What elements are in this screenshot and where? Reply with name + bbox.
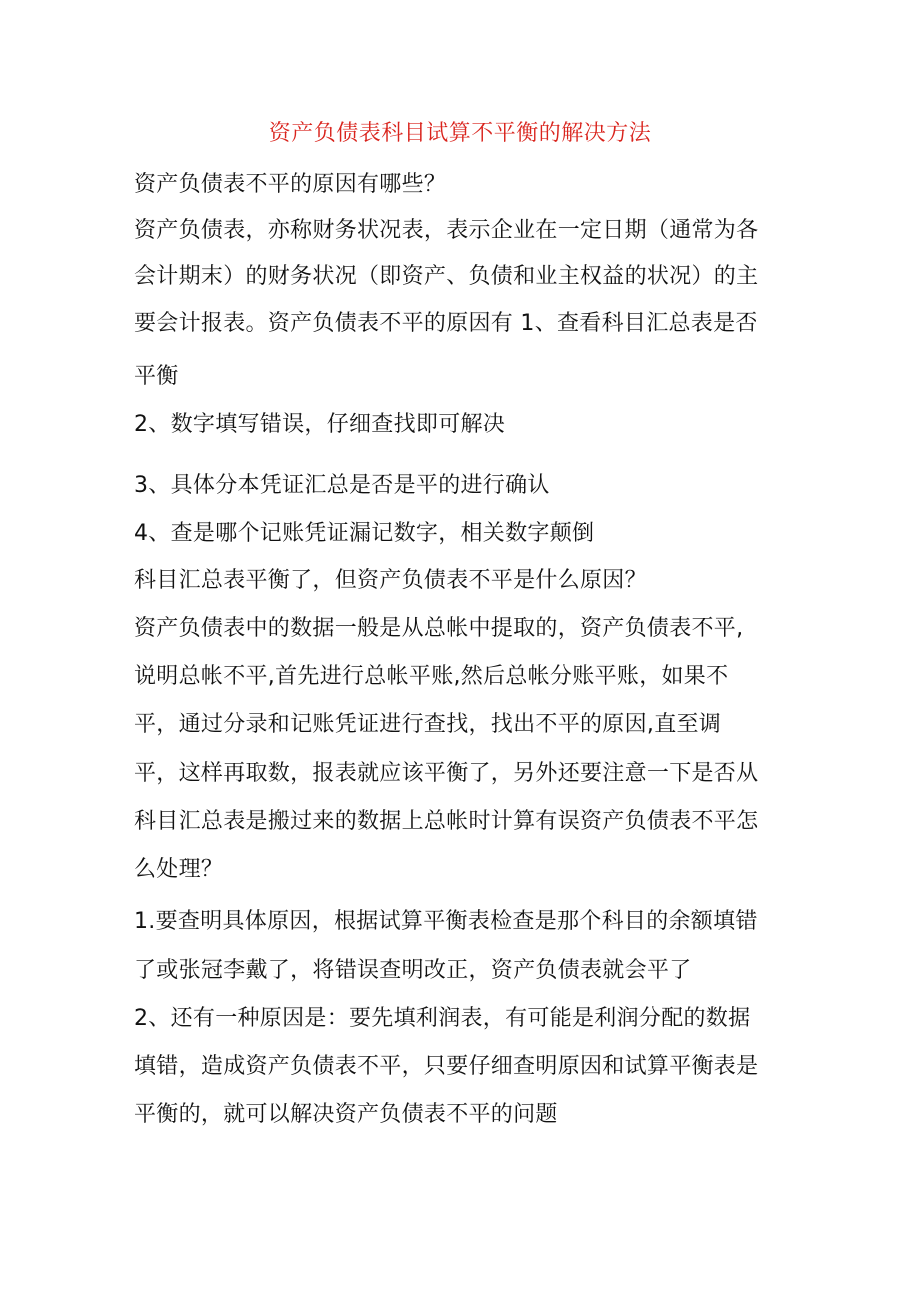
document-title: 资产负债表科目试算不平衡的解决方法 bbox=[268, 121, 652, 146]
text-line: 科目汇总表平衡了，但资产负债表不平是什么原因？ bbox=[134, 568, 647, 593]
text-line: 平衡的，就可以解决资产负债表不平的问题 bbox=[134, 1102, 558, 1127]
text-line: 2、数字填写错误，仔细查找即可解决 bbox=[134, 412, 506, 437]
text-line: 说明总帐不平,首先进行总帐平账,然后总帐分账平账，如果不 bbox=[134, 664, 729, 689]
text-line: 会计期末）的财务状况（即资产、负债和业主权益的状况）的主 bbox=[134, 264, 759, 289]
text-line: 2、还有一种原因是：要先填利润表，有可能是利润分配的数据 bbox=[134, 1006, 751, 1031]
text-line: 平衡 bbox=[134, 364, 179, 389]
text-line: 1.要查明具体原因，根据试算平衡表检查是那个科目的余额填错 bbox=[134, 909, 758, 934]
text-line: 资产负债表中的数据一般是从总帐中提取的，资产负债表不平, bbox=[134, 616, 744, 641]
text-line: 填错，造成资产负债表不平，只要仔细查明原因和试算平衡表是 bbox=[134, 1054, 759, 1079]
text-line: 平，这样再取数，报表就应该平衡了，另外还要注意一下是否从 bbox=[134, 761, 759, 786]
text-line: 科目汇总表是搬过来的数据上总帐时计算有误资产负债表不平怎 bbox=[134, 809, 759, 834]
text-line: 了或张冠李戴了，将错误查明改正，资产负债表就会平了 bbox=[134, 958, 692, 983]
text-line: 3、具体分本凭证汇总是否是平的进行确认 bbox=[134, 473, 550, 498]
text-line: 要会计报表。资产负债表不平的原因有 1、查看科目汇总表是否 bbox=[134, 311, 758, 336]
text-line: 么处理？ bbox=[134, 857, 224, 882]
text-line: 平，通过分录和记账凭证进行查找，找出不平的原因,直至调 bbox=[134, 712, 722, 737]
text-line: 资产负债表不平的原因有哪些？ bbox=[134, 172, 447, 197]
text-line: 4、查是哪个记账凭证漏记数字，相关数字颠倒 bbox=[134, 521, 595, 546]
text-line: 资产负债表，亦称财务状况表，表示企业在一定日期（通常为各 bbox=[134, 218, 759, 243]
